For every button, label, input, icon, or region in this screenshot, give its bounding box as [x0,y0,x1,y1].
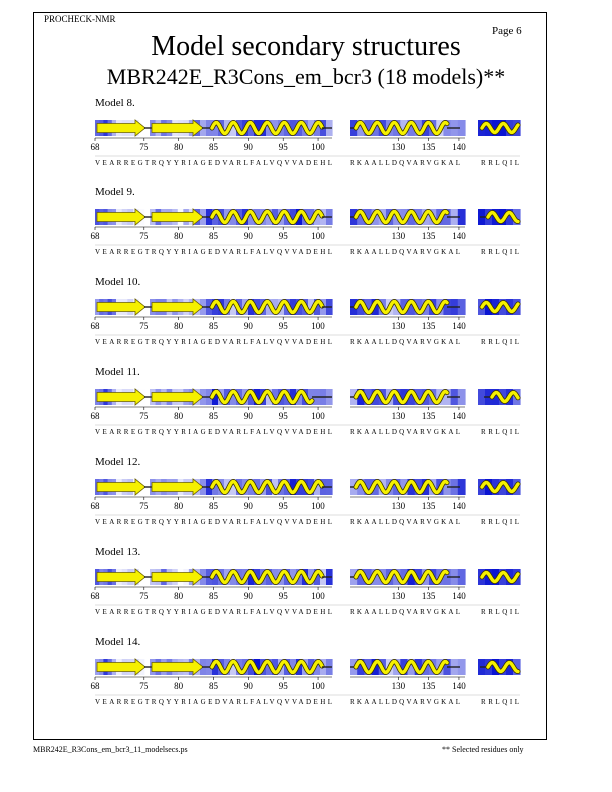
sequence-seg2: RKAALLDQVARVGKAL [350,428,460,436]
page-number: Page 6 [492,25,522,37]
model-track [91,479,521,526]
model-label: Model 12. [95,456,141,468]
tick-label: 68 [90,231,100,241]
tick-label: 130 [391,142,406,152]
tick-label: 75 [139,501,149,511]
model-track [91,389,521,436]
sequence-seg2: RKAALLDQVARVGKAL [350,608,460,616]
sequence-seg2: RKAALLDQVARVGKAL [350,518,460,526]
sequence-seg1: VEARREGTRQYYRIAGEDVARLFALVQVVADEHL [95,518,332,526]
tick-label: 85 [209,681,218,691]
sequence-seg2: RKAALLDQVARVGKAL [350,159,460,167]
program-name: PROCHECK-NMR [44,14,116,24]
tick-label: 135 [421,591,436,601]
tick-label: 85 [209,501,218,511]
model-track [91,569,521,616]
tick-label: 130 [391,321,406,331]
tick-label: 85 [209,411,218,421]
tick-label: 135 [421,681,436,691]
tick-label: 100 [311,501,325,511]
tick-label: 80 [174,501,184,511]
model-label: Model 10. [95,276,141,288]
tick-label: 100 [311,231,325,241]
tick-label: 135 [421,231,436,241]
tick-label: 95 [278,321,288,331]
sequence-seg2: RKAALLDQVARVGKAL [350,338,460,346]
sequence-seg1: VEARREGTRQYYRIAGEDVARLFALVQVVADEHL [95,159,332,167]
tick-label: 90 [243,231,253,241]
tick-label: 80 [174,321,184,331]
tick-label: 80 [174,231,184,241]
model-label: Model 11. [95,366,140,378]
sequence-seg1: VEARREGTRQYYRIAGEDVARLFALVQVVADEHL [95,698,332,706]
tick-label: 130 [391,591,406,601]
tick-label: 100 [311,321,325,331]
tick-label: 85 [209,591,218,601]
tick-label: 140 [452,501,466,511]
tick-label: 140 [452,142,466,152]
tick-label: 85 [209,231,218,241]
tick-label: 75 [139,142,149,152]
tick-label: 90 [243,681,253,691]
tick-label: 68 [90,142,100,152]
sequence-seg3: RRLQIL [481,248,519,256]
model-track [91,659,521,706]
tick-label: 75 [139,321,149,331]
tick-label: 100 [311,591,325,601]
tick-label: 75 [139,681,149,691]
sequence-seg3: RRLQIL [481,428,519,436]
page-title: Model secondary structures [151,31,461,62]
tick-label: 75 [139,411,149,421]
tick-label: 130 [391,681,406,691]
sequence-seg1: VEARREGTRQYYRIAGEDVARLFALVQVVADEHL [95,428,332,436]
sequence-seg1: VEARREGTRQYYRIAGEDVARLFALVQVVADEHL [95,338,332,346]
tick-label: 140 [452,591,466,601]
tick-label: 75 [139,231,149,241]
tick-label: 68 [90,591,100,601]
tick-label: 80 [174,681,184,691]
tick-label: 68 [90,501,100,511]
tick-label: 100 [311,142,325,152]
tick-label: 95 [278,681,288,691]
tick-label: 75 [139,591,149,601]
tick-label: 140 [452,411,466,421]
tick-label: 130 [391,411,406,421]
model-track [91,120,521,167]
model-label: Model 13. [95,546,141,558]
tick-label: 135 [421,411,436,421]
tick-label: 135 [421,501,436,511]
sequence-seg3: RRLQIL [481,338,519,346]
tick-label: 85 [209,321,218,331]
footer-filename: MBR242E_R3Cons_em_bcr3_11_modelsecs.ps [33,745,188,754]
sequence-seg3: RRLQIL [481,608,519,616]
tick-label: 80 [174,591,184,601]
model-label: Model 14. [95,636,141,648]
footer-note: ** Selected residues only [442,745,524,754]
model-label: Model 8. [95,97,135,109]
model-track [91,209,521,256]
sequence-seg2: RKAALLDQVARVGKAL [350,698,460,706]
tick-label: 68 [90,681,100,691]
model-label: Model 9. [95,186,135,198]
tick-label: 140 [452,321,466,331]
tick-label: 140 [452,231,466,241]
tick-label: 68 [90,411,100,421]
tick-label: 90 [243,321,253,331]
sequence-seg3: RRLQIL [481,159,519,167]
tick-label: 85 [209,142,218,152]
tick-label: 90 [243,501,253,511]
tick-label: 90 [243,411,253,421]
sequence-seg3: RRLQIL [481,698,519,706]
tick-label: 95 [278,411,288,421]
tick-label: 68 [90,321,100,331]
tick-label: 130 [391,231,406,241]
tick-label: 140 [452,681,466,691]
sequence-seg3: RRLQIL [481,518,519,526]
tick-label: 100 [311,411,325,421]
tick-label: 80 [174,411,184,421]
tick-label: 90 [243,591,253,601]
model-track [91,299,521,346]
sequence-seg2: RKAALLDQVARVGKAL [350,248,460,256]
sequence-seg1: VEARREGTRQYYRIAGEDVARLFALVQVVADEHL [95,608,332,616]
tick-label: 80 [174,142,184,152]
tick-label: 95 [278,231,288,241]
page-subtitle: MBR242E_R3Cons_em_bcr3 (18 models)** [106,64,506,89]
sequence-seg1: VEARREGTRQYYRIAGEDVARLFALVQVVADEHL [95,248,332,256]
tick-label: 100 [311,681,325,691]
tick-label: 95 [278,142,288,152]
tick-label: 95 [278,591,288,601]
tick-label: 135 [421,142,436,152]
tick-label: 95 [278,501,288,511]
tick-label: 90 [243,142,253,152]
tick-label: 130 [391,501,406,511]
tick-label: 135 [421,321,436,331]
